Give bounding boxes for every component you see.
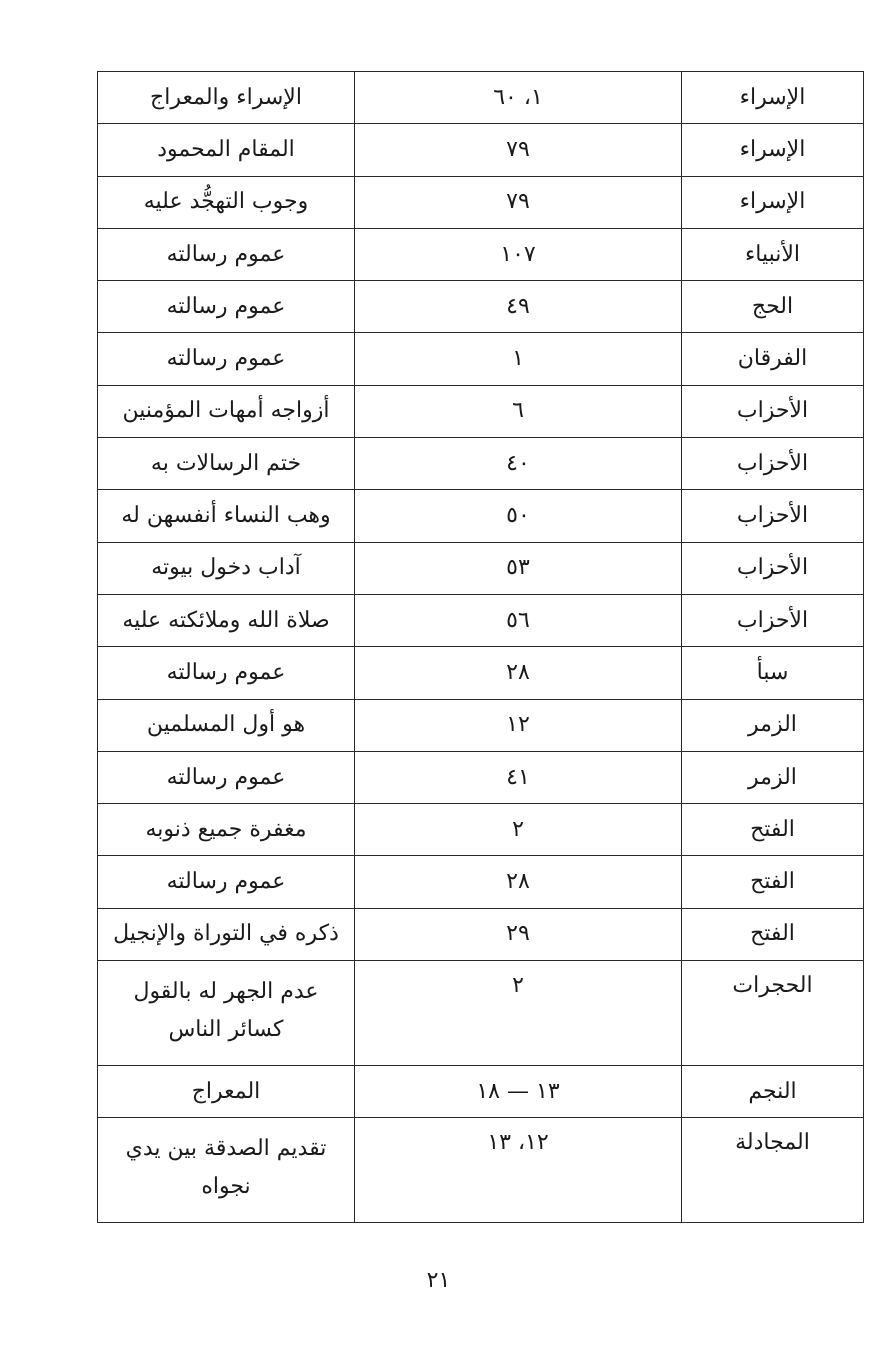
topic-cell: المقام المحمود bbox=[98, 124, 355, 176]
table-row bbox=[98, 281, 864, 333]
table-row bbox=[98, 490, 864, 542]
verse-cell: ٢٩ bbox=[355, 908, 682, 960]
topic-cell: الإسراء والمعراج bbox=[98, 72, 355, 124]
table-row bbox=[98, 804, 864, 856]
topic-cell: آداب دخول بيوته bbox=[98, 542, 355, 594]
surah-cell: الإسراء bbox=[682, 72, 864, 124]
verse-cell: ٤٩ bbox=[355, 281, 682, 333]
verse-cell: ٥٦ bbox=[355, 594, 682, 646]
topic-cell: عموم رسالته bbox=[98, 281, 355, 333]
verse-cell: ٥٣ bbox=[355, 542, 682, 594]
table-row bbox=[98, 542, 864, 594]
table-row bbox=[98, 961, 864, 1066]
table-row bbox=[98, 751, 864, 803]
verse-cell: ٥٠ bbox=[355, 490, 682, 542]
topic-cell: عموم رسالته bbox=[98, 856, 355, 908]
table-row bbox=[98, 908, 864, 960]
surah-cell: الأحزاب bbox=[682, 438, 864, 490]
verse-cell: ٢ bbox=[355, 804, 682, 856]
table-row bbox=[98, 385, 864, 437]
surah-cell: الأحزاب bbox=[682, 490, 864, 542]
topic-cell: ذكره في التوراة والإنجيل bbox=[98, 908, 355, 960]
surah-cell: الزمر bbox=[682, 751, 864, 803]
verse-cell: ١٠٧ bbox=[355, 228, 682, 280]
surah-cell: الزمر bbox=[682, 699, 864, 751]
surah-cell: سبأ bbox=[682, 647, 864, 699]
surah-cell: الإسراء bbox=[682, 124, 864, 176]
verse-cell: ١٣ — ١٨ bbox=[355, 1066, 682, 1118]
topic-cell: صلاة الله وملائكته عليه bbox=[98, 594, 355, 646]
table-row bbox=[98, 72, 864, 124]
topic-cell: عدم الجهر له بالقول كسائر الناس bbox=[98, 961, 355, 1066]
surah-cell: الأنبياء bbox=[682, 228, 864, 280]
surah-cell: الفتح bbox=[682, 856, 864, 908]
topic-cell: عموم رسالته bbox=[98, 647, 355, 699]
surah-cell: الأحزاب bbox=[682, 594, 864, 646]
surah-cell: المجادلة bbox=[682, 1118, 864, 1223]
topic-cell: أزواجه أمهات المؤمنين bbox=[98, 385, 355, 437]
topic-cell: عموم رسالته bbox=[98, 228, 355, 280]
surah-cell: الحجرات bbox=[682, 961, 864, 1066]
verse-cell: ١٢ bbox=[355, 699, 682, 751]
surah-cell: الفرقان bbox=[682, 333, 864, 385]
table-row bbox=[98, 647, 864, 699]
topic-cell: هو أول المسلمين bbox=[98, 699, 355, 751]
surah-cell: الفتح bbox=[682, 908, 864, 960]
table-row bbox=[98, 176, 864, 228]
verse-cell: ٢٨ bbox=[355, 856, 682, 908]
page-number: ٢١ bbox=[426, 1268, 451, 1293]
topic-cell: عموم رسالته bbox=[98, 751, 355, 803]
surah-cell: الحج bbox=[682, 281, 864, 333]
table-row bbox=[98, 1118, 864, 1223]
surah-cell: الفتح bbox=[682, 804, 864, 856]
topic-cell: تقديم الصدقة بين يدي نجواه bbox=[98, 1118, 355, 1223]
surah-cell: الأحزاب bbox=[682, 385, 864, 437]
verse-cell: ٢٨ bbox=[355, 647, 682, 699]
topic-cell: المعراج bbox=[98, 1066, 355, 1118]
verse-cell: ١، ٦٠ bbox=[355, 72, 682, 124]
verse-cell: ٧٩ bbox=[355, 176, 682, 228]
table-row bbox=[98, 124, 864, 176]
verse-cell: ٤١ bbox=[355, 751, 682, 803]
table-row bbox=[98, 438, 864, 490]
topic-cell: وهب النساء أنفسهن له bbox=[98, 490, 355, 542]
table-row bbox=[98, 228, 864, 280]
surah-cell: النجم bbox=[682, 1066, 864, 1118]
topic-cell: وجوب التهجُّد عليه bbox=[98, 176, 355, 228]
verses-table bbox=[97, 71, 864, 1223]
verse-cell: ٤٠ bbox=[355, 438, 682, 490]
topic-cell: مغفرة جميع ذنوبه bbox=[98, 804, 355, 856]
verse-cell: ١ bbox=[355, 333, 682, 385]
table-row bbox=[98, 333, 864, 385]
surah-cell: الأحزاب bbox=[682, 542, 864, 594]
verse-cell: ١٢، ١٣ bbox=[355, 1118, 682, 1223]
verse-cell: ٦ bbox=[355, 385, 682, 437]
surah-cell: الإسراء bbox=[682, 176, 864, 228]
verse-cell: ٧٩ bbox=[355, 124, 682, 176]
topic-cell: عموم رسالته bbox=[98, 333, 355, 385]
table-row bbox=[98, 699, 864, 751]
table-row bbox=[98, 594, 864, 646]
table-row bbox=[98, 856, 864, 908]
table-row bbox=[98, 1066, 864, 1118]
topic-cell: ختم الرسالات به bbox=[98, 438, 355, 490]
verse-cell: ٢ bbox=[355, 961, 682, 1066]
